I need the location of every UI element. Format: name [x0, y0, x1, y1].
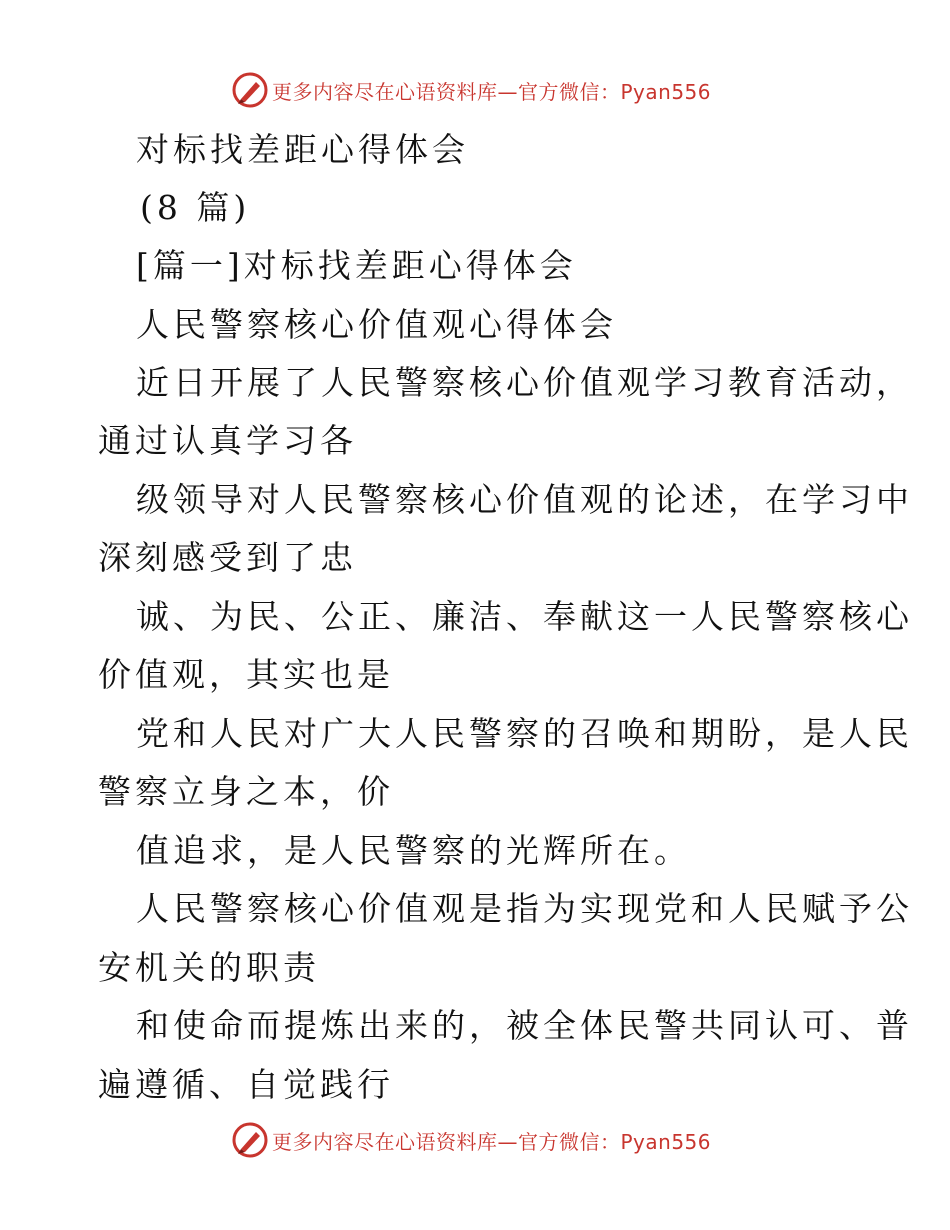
header-banner-text: 更多内容尽在心语资料库—官方微信：Pyan556: [272, 79, 712, 104]
document-title: 对标找差距心得体会: [136, 130, 469, 169]
footer-banner: [232, 1120, 711, 1160]
paragraph-line: 价值观，其实也是: [98, 655, 394, 694]
paragraph-line: 深刻感受到了忠: [98, 538, 357, 577]
paragraph-line: 警察立身之本，价: [98, 772, 394, 811]
paragraph-line: 人民警察核心价值观是指为实现党和人民赋予公: [136, 889, 913, 928]
footer-banner-text: 更多内容尽在心语资料库—官方微信：Pyan556: [272, 1129, 712, 1154]
section-heading: [篇一]对标找差距心得体会: [136, 246, 577, 285]
paragraph-line: 遍遵循、自觉践行: [98, 1065, 394, 1104]
paragraph-line: 诚、为民、公正、廉洁、奉献这一人民警察核心: [136, 597, 913, 636]
pen-logo-icon: [232, 1122, 268, 1158]
paragraph-line: 和使命而提炼出来的，被全体民警共同认可、普: [136, 1006, 913, 1045]
article-count: (8 篇): [140, 188, 251, 227]
paragraph-line: 值追求，是人民警察的光辉所在。: [136, 831, 691, 870]
paragraph-line: 通过认真学习各: [98, 421, 357, 460]
paragraph-line: 近日开展了人民警察核心价值观学习教育活动，: [136, 363, 913, 402]
article-title: 人民警察核心价值观心得体会: [136, 305, 617, 344]
paragraph-line: 安机关的职责: [98, 948, 320, 987]
paragraph-line: 级领导对人民警察核心价值观的论述，在学习中: [136, 480, 913, 519]
paragraph-line: 党和人民对广大人民警察的召唤和期盼，是人民: [136, 714, 913, 753]
